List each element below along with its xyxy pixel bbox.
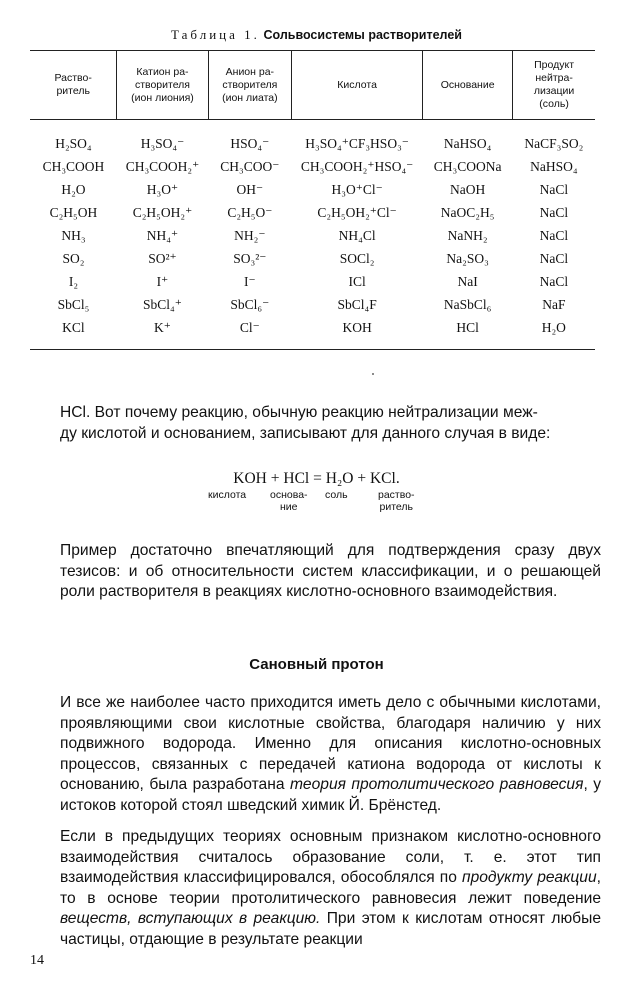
cell-salt: NaF (542, 297, 566, 312)
cell-cation: CH₃COOH₂⁺ (125, 159, 200, 174)
paragraph-4 (60, 827, 601, 950)
cell-base: NaNH₂ (447, 228, 488, 243)
paragraph-4-italic-2: веществ, вступающих в реакцию. (60, 910, 321, 927)
cell-base: CH₃COONa (433, 159, 502, 174)
cell-anion: C₂H₅O⁻ (227, 205, 273, 220)
section-heading: Сановный протон (249, 656, 384, 673)
table-header-row (30, 51, 595, 120)
table-row (30, 293, 595, 316)
cell-base: NaOC₂H₅ (440, 205, 495, 220)
cell-anion: HSO₄⁻ (230, 136, 270, 151)
table-row (30, 120, 595, 156)
table-caption-prefix: Таблица 1. (171, 27, 260, 42)
paragraph-1-line-1: HCl. Вот почему реакцию, обычную реакцию нейтрализации меж- (60, 404, 538, 421)
table-row (30, 224, 595, 247)
cell-acid: SOCl₂ (339, 251, 375, 266)
cell-solvent: KCl (30, 316, 117, 350)
cell-salt: NaHSO₄ (530, 159, 578, 174)
table-row (30, 178, 595, 201)
paragraph-4-text-b: , то в основе теории протолитического равновесия лежит поведение (60, 869, 601, 907)
cell-salt: NaCF₃SO₂ (524, 136, 584, 151)
eq-label-solvent: раство- ритель (378, 489, 415, 513)
header-base: Основание (423, 51, 513, 120)
cell-anion: SO₃²⁻ (233, 251, 267, 266)
cell-solvent: SO₂ (62, 251, 85, 266)
cell-acid: CH₃COOH₂⁺HSO₄⁻ (300, 159, 414, 174)
cell-acid: SbCl₄F (337, 297, 377, 312)
cell-cation: I⁺ (156, 274, 169, 289)
paragraph-4-text-c: При этом к кислотам относят любые частицы, отдающие в результате реакции (60, 910, 601, 948)
cell-salt: H₂O (513, 316, 595, 350)
table-caption-title: Сольвосистемы растворителей (263, 28, 462, 42)
cell-salt: NaCl (539, 228, 569, 243)
cell-anion: CH₃COO⁻ (220, 159, 280, 174)
cell-cation: SbCl₄⁺ (143, 297, 182, 312)
cell-anion: I⁻ (244, 274, 256, 289)
cell-cation: K⁺ (117, 316, 208, 350)
cell-base: NaSbCl₆ (443, 297, 492, 312)
cell-salt: NaCl (539, 274, 569, 289)
cell-salt: NaCl (539, 251, 569, 266)
eq-label-acid: кислота (208, 489, 247, 501)
header-solvent: Раство- ритель (30, 51, 117, 120)
cell-salt: NaCl (539, 182, 569, 197)
table-row (30, 316, 595, 350)
cell-anion: NH₂⁻ (234, 228, 266, 243)
cell-solvent: SbCl₅ (57, 297, 90, 312)
cell-acid: C₂H₅OH₂⁺Cl⁻ (317, 205, 397, 220)
cell-acid: H₃O⁺Cl⁻ (331, 182, 383, 197)
table-caption (0, 27, 633, 43)
header-salt: Продукт нейтра- лизации (соль) (513, 51, 595, 120)
table-row (30, 247, 595, 270)
cell-acid: NH₄Cl (338, 228, 376, 243)
equation-labels (208, 489, 438, 519)
eq-label-salt: соль (325, 489, 348, 501)
table-row (30, 155, 595, 178)
table-row (30, 270, 595, 293)
header-acid: Кислота (292, 51, 423, 120)
cell-acid: KOH (292, 316, 423, 350)
cell-solvent: I₂ (68, 274, 79, 289)
paragraph-1 (60, 403, 601, 444)
paragraph-3 (60, 693, 601, 816)
cell-base: NaOH (450, 182, 486, 197)
cell-acid: ICl (348, 274, 366, 289)
paragraph-1-line-2: ду кислотой и основанием, записывают для данного случая в виде: (60, 424, 551, 442)
cell-solvent: H₂SO₄ (55, 136, 92, 151)
cell-cation: SO²⁺ (148, 251, 177, 266)
cell-cation: C₂H₅OH₂⁺ (132, 205, 193, 220)
cell-acid: H₃SO₄⁺CF₃HSO₃⁻ (305, 136, 409, 151)
page-number: 14 (30, 953, 44, 968)
table-body (30, 120, 595, 350)
cell-anion: SbCl₆⁻ (230, 297, 270, 312)
paragraph-4-text-a: Если в предыдущих теориях основным признаком кислотно-основного взаимодействия считалось образование соли, т. е. этот тип взаимодействия классифицировался, обособлялся по (60, 828, 601, 886)
cell-solvent: CH₃COOH (42, 159, 105, 174)
stray-dot (372, 373, 374, 375)
header-cation: Катион ра- створителя (ион лиония) (117, 51, 208, 120)
cell-anion: OH⁻ (236, 182, 264, 197)
cell-cation: H₃O⁺ (146, 182, 179, 197)
header-anion: Анион ра- створителя (ион лиата) (208, 51, 292, 120)
paragraph-3-italic: теория протолитического равновесия (289, 776, 584, 793)
cell-cation: H₃SO₄⁻ (140, 136, 185, 151)
table-row (30, 201, 595, 224)
paragraph-3-text-a: И все же наиболее часто приходится иметь дело с обычными кислотами, проявляющими свои кислотные свойства, благодаря наличию у них подвижного водорода. Именно для описания кислотно-основных процессов, связанных с передачей катиона водорода от кислоты к основанию, была разработана (60, 694, 601, 793)
paragraph-4-italic-1: продукту реакции (461, 869, 597, 886)
cell-cation: NH₄⁺ (146, 228, 179, 243)
cell-solvent: NH₃ (61, 228, 86, 243)
paragraph-3-text-b: , у истоков которой стоял шведский химик Й. Брёнстед. (60, 776, 601, 814)
cell-solvent: C₂H₅OH (49, 205, 98, 220)
cell-base: HCl (423, 316, 513, 350)
cell-base: NaI (457, 274, 478, 289)
eq-label-base: основа- ние (270, 489, 308, 513)
cell-salt: NaCl (539, 205, 569, 220)
cell-base: NaHSO₄ (443, 136, 492, 151)
cell-anion: Cl⁻ (208, 316, 292, 350)
solvent-systems-table (30, 50, 595, 350)
cell-solvent: H₂O (61, 182, 86, 197)
paragraph-2: Пример достаточно впечатляющий для подтверждения сразу двух тезисов: и об относительности систем классификации, и о решающей роли растворителя в реакциях кислотно-основного взаимодействия. (60, 542, 601, 600)
equation: KOH + HCl = H₂O + KCl. (233, 470, 400, 487)
cell-base: Na₂SO₃ (446, 251, 489, 266)
